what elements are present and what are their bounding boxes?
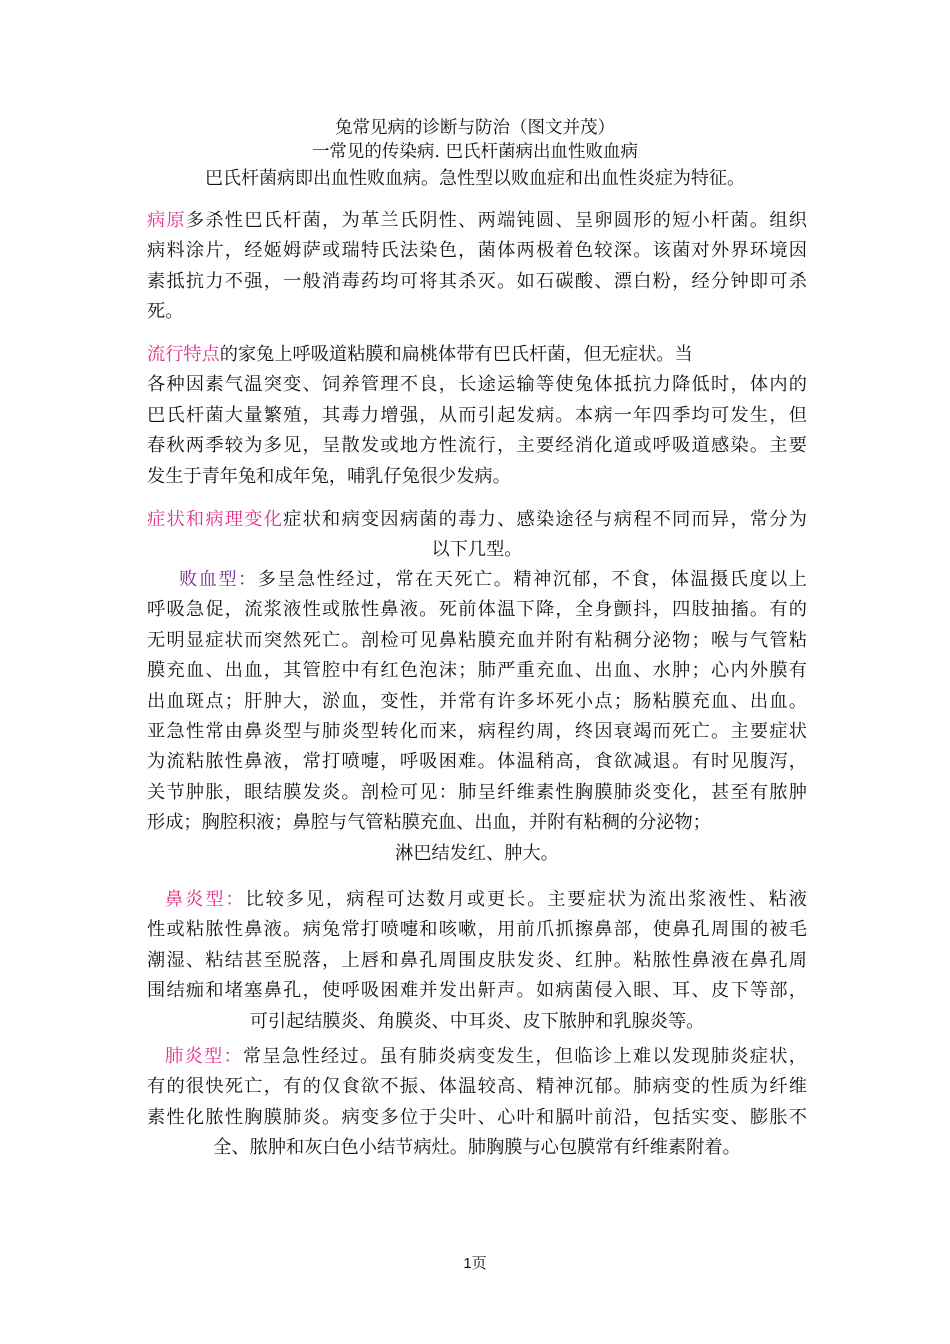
section-heading-pneumonia: 肺炎型： (165, 1046, 243, 1067)
paragraph-line: 关节肿胀，眼结膜发炎。剖检可见：肺呈纤维素性胸膜肺炎变化，甚至有脓肿 (147, 781, 807, 803)
paragraph-line (147, 505, 807, 535)
section-heading-rhinitis: 鼻炎型： (165, 889, 246, 910)
paragraph-line (147, 1042, 807, 1072)
paragraph-line: 亚急性常由鼻炎型与肺炎型转化而来，病程约周，终因衰竭而死亡。主要症状 (147, 721, 807, 743)
document-intro: 巴氏杆菌病即出血性败血病。急性型以败血症和出血性炎症为特征。 (205, 168, 745, 189)
page-number: 1页 (463, 1255, 487, 1272)
paragraph-line: 病料涂片，经姬姆萨或瑞特氏法染色，菌体两极着色较深。该菌对外界环境因 (147, 240, 807, 262)
paragraph-line: 膜充血、出血，其管腔中有红色泡沫；肺严重充血、出血、水肿；心内外膜有 (147, 660, 807, 682)
paragraph-line: 淋巴结发红、肿大。 (395, 842, 559, 864)
paragraph-line (147, 340, 807, 370)
paragraph-line: 素性化脓性胸膜肺炎。病变多位于尖叶、心叶和膈叶前沿，包括实变、膨胀不 (147, 1106, 807, 1128)
paragraph-text: 比较多见，病程可达数月或更长。主要症状为流出浆液性、粘液 (245, 889, 807, 910)
paragraph-line: 以下几型。 (431, 539, 523, 561)
section-pneumonia (147, 1042, 807, 1164)
paragraph-line: 出血斑点；肝肿大，淤血，变性，并常有许多坏死小点；肠粘膜充血、出血。 (147, 690, 807, 712)
document-title: 兔常见病的诊断与防治（图文并茂） (335, 118, 615, 138)
paragraph-line: 呼吸急促，流浆液性或脓性鼻液。死前体温下降，全身颤抖，四肢抽搐。有的 (147, 599, 807, 621)
paragraph-text: 症状和病变因病菌的毒力、感染途径与病程不同而异，常分为 (283, 509, 807, 530)
paragraph-line: 形成；胸腔积液；鼻腔与气管粘膜充血、出血，并附有粘稠的分泌物； (147, 812, 711, 834)
section-heading-septicemic: 败血型： (179, 569, 258, 590)
section-septicemic (147, 565, 807, 869)
section-heading-pathogen: 病原 (147, 210, 186, 231)
section-heading-symptoms: 症状和病理变化 (147, 509, 284, 530)
paragraph-line: 死。 (147, 301, 184, 323)
paragraph-line: 有的很快死亡，有的仅食欲不振、体温较高、精神沉郁。肺病变的性质为纤维 (147, 1076, 807, 1098)
paragraph-line: 素抵抗力不强，一般消毒药均可将其杀灭。如石碳酸、漂白粉，经分钟即可杀 (147, 270, 807, 292)
paragraph-line (147, 206, 807, 236)
document-subtitle: 一常见的传染病. 巴氏杆菌病出血性败血病 (311, 142, 639, 162)
paragraph-text: 多杀性巴氏杆菌，为革兰氏阴性、两端钝圆、呈卵圆形的短小杆菌。组织 (185, 210, 807, 231)
paragraph-line: 春秋两季较为多见，呈散发或地方性流行，主要经消化道或呼吸道感染。主要 (147, 435, 807, 457)
paragraph-text: 常呈急性经过。虽有肺炎病变发生，但临诊上难以发现肺炎症状， (242, 1046, 807, 1067)
paragraph-text: 的家兔上呼吸道粘膜和扁桃体带有巴氏杆菌，但无症状。当 (219, 344, 693, 365)
section-symptoms (147, 505, 807, 566)
paragraph-line: 全、脓肿和灰白色小结节病灶。肺胸膜与心包膜常有纤维素附着。 (213, 1137, 741, 1159)
paragraph-line: 为流粘脓性鼻液，常打喷嚏，呼吸困难。体温稍高，食欲减退。有时见腹泻， (147, 751, 807, 773)
paragraph-line: 发生于青年兔和成年兔，哺乳仔兔很少发病。 (147, 465, 511, 487)
paragraph-line: 无明显症状而突然死亡。剖检可见鼻粘膜充血并附有粘稠分泌物；喉与气管粘 (147, 629, 807, 651)
paragraph-text: 多呈急性经过，常在天死亡。精神沉郁，不食，体温摄氏度以上 (257, 569, 807, 590)
paragraph-line (147, 885, 807, 915)
paragraph-line: 潮湿、粘结甚至脱落，上唇和鼻孔周围皮肤发炎、红肿。粘脓性鼻液在鼻孔周 (147, 949, 807, 971)
paragraph-line: 可引起结膜炎、角膜炎、中耳炎、皮下脓肿和乳腺炎等。 (249, 1010, 705, 1032)
section-rhinitis (147, 885, 807, 1037)
paragraph-line: 巴氏杆菌大量繁殖，其毒力增强，从而引起发病。本病一年四季均可发生，但 (147, 404, 807, 426)
paragraph-line (147, 565, 807, 595)
paragraph-line: 性或粘脓性鼻液。病兔常打喷嚏和咳嗽，用前爪抓擦鼻部，使鼻孔周围的被毛 (147, 919, 807, 941)
section-heading-epidemiology: 流行特点 (147, 344, 220, 365)
paragraph-line: 围结痂和堵塞鼻孔，使呼吸困难并发出鼾声。如病菌侵入眼、耳、皮下等部， (147, 980, 807, 1002)
paragraph-line: 各种因素气温突变、饲养管理不良，长途运输等使兔体抵抗力降低时，体内的 (147, 374, 807, 396)
section-pathogen (147, 206, 807, 328)
section-epidemiology (147, 340, 807, 492)
